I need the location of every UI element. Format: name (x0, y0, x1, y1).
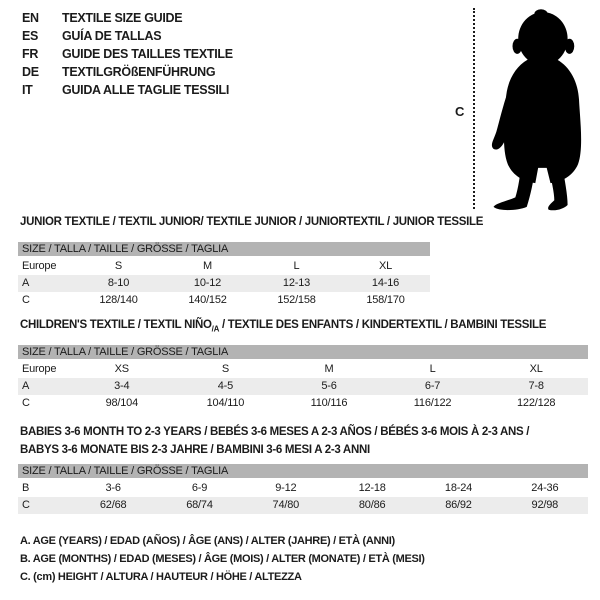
title-line-1: BABIES 3-6 MONTH TO 2-3 YEARS / BEBÉS 3-6 MESES A 2-3 AÑOS / BÉBÉS 3-6 MOIS À 2-3 ANS / (20, 426, 530, 438)
table-cell: 3-6 (105, 482, 121, 494)
table-cell: L (429, 363, 436, 375)
table-cell: 110/116 (310, 397, 348, 409)
table-cell: 7-8 (528, 380, 544, 392)
table-cell: 12-13 (282, 277, 311, 289)
table-cell: Europe (22, 260, 57, 272)
table-cell: 122/128 (516, 397, 556, 409)
table-cell: 18-24 (444, 482, 473, 494)
table-row (18, 497, 588, 514)
table-cell: 10-12 (193, 277, 222, 289)
junior-size-table (18, 242, 430, 309)
table-cell: C (22, 397, 30, 409)
table-cell: 3-4 (114, 380, 130, 392)
table-cell: L (293, 260, 300, 272)
children-size-table (18, 345, 588, 412)
table-cell: A (22, 380, 30, 392)
table-cell: 140/152 (188, 294, 227, 306)
language-row-de (22, 63, 233, 81)
table-cell: 5-6 (321, 380, 337, 392)
language-title: TEXTILGRÖßENFÜHRUNG (62, 65, 216, 79)
table-row (18, 275, 430, 292)
table-cell: C (22, 294, 30, 306)
table-cell: M (324, 363, 334, 375)
footnote-c: C. (cm) HEIGHT / ALTURA / HAUTEUR / HÖHE / ALTEZZA (20, 571, 302, 583)
table-cell: 104/110 (206, 397, 245, 409)
footnote-b: B. AGE (MONTHS) / EDAD (MESES) / ÂGE (MOIS) / ALTER (MONATE) / ETÀ (MESI) (20, 553, 425, 565)
children-table-title (20, 319, 546, 333)
table-cell: 128/140 (99, 294, 138, 306)
language-title: GUIDA ALLE TAGLIE TESSILI (62, 83, 230, 97)
footnote-legend (20, 532, 425, 586)
table-cell: 158/170 (366, 294, 405, 306)
babies-size-table (18, 464, 588, 514)
table-cell: S (221, 363, 229, 375)
table-row (18, 395, 588, 412)
size-header-band: SIZE / TALLA / TAILLE / GRÖSSE / TAGLIA (18, 242, 430, 256)
size-header-band: SIZE / TALLA / TAILLE / GRÖSSE / TAGLIA (18, 464, 588, 478)
table-cell: 14-16 (371, 277, 400, 289)
table-cell: B (22, 482, 30, 494)
table-cell: A (22, 277, 30, 289)
language-row-es (22, 27, 233, 45)
table-cell: 6-9 (191, 482, 208, 494)
junior-table-title: JUNIOR TEXTILE / TEXTIL JUNIOR/ TEXTILE JUNIOR / JUNIORTEXTIL / JUNIOR TESSILE (20, 216, 484, 228)
table-cell: 62/68 (99, 499, 127, 511)
title-line-2: BABYS 3-6 MONATE BIS 2-3 JAHRE / BAMBINI 3-6 MESI A 2-3 ANNI (20, 444, 370, 456)
table-cell: 68/74 (186, 499, 213, 511)
table-cell: 92/98 (531, 499, 559, 511)
language-code: DE (22, 65, 39, 79)
title-text: CHILDREN'S TEXTILE / TEXTIL NIÑO (20, 319, 212, 331)
table-cell: 8-10 (107, 277, 130, 289)
baby-silhouette-icon (484, 5, 598, 213)
table-cell: 116/122 (413, 397, 452, 409)
title-text: / TEXTILE DES ENFANTS / KINDERTEXTIL / BAMBINI TESSILE (219, 319, 547, 331)
language-code: FR (22, 47, 39, 61)
table-cell: 86/92 (445, 499, 472, 511)
language-title-list (22, 9, 233, 99)
babies-table-title (20, 423, 529, 459)
size-header-band: SIZE / TALLA / TAILLE / GRÖSSE / TAGLIA (18, 345, 588, 359)
table-cell: 152/158 (277, 294, 316, 306)
table-cell: 98/104 (105, 397, 139, 409)
table-cell: 74/80 (272, 499, 300, 511)
language-title: GUÍA DE TALLAS (62, 29, 162, 43)
language-code: EN (22, 11, 39, 25)
table-cell: S (114, 260, 123, 272)
table-row (18, 480, 588, 497)
table-cell: 24-36 (531, 482, 559, 494)
height-measure-label: C (455, 104, 465, 119)
table-cell: 9-12 (275, 482, 297, 494)
table-cell: 6-7 (424, 380, 441, 392)
title-subscript: /A (211, 324, 220, 334)
language-row-it (22, 81, 233, 99)
table-cell: XL (378, 260, 393, 272)
table-row (18, 378, 588, 395)
footnote-a: A. AGE (YEARS) / EDAD (AÑOS) / ÂGE (ANS) / ALTER (JAHRE) / ETÀ (ANNI) (20, 535, 395, 547)
table-row (18, 258, 430, 275)
table-cell: Europe (22, 363, 57, 375)
language-row-fr (22, 45, 233, 63)
table-row (18, 361, 588, 378)
table-cell: 12-18 (358, 482, 386, 494)
height-measure-dotted-line (473, 8, 475, 209)
table-cell: XS (114, 363, 129, 375)
language-code: ES (22, 29, 39, 43)
table-cell: 4-5 (217, 380, 234, 392)
table-cell: M (203, 260, 212, 272)
language-title: GUIDE DES TAILLES TEXTILE (62, 47, 233, 61)
language-title: TEXTILE SIZE GUIDE (62, 11, 183, 25)
table-cell: C (22, 499, 30, 511)
language-code: IT (22, 83, 33, 97)
table-cell: 80/86 (358, 499, 386, 511)
table-cell: XL (529, 363, 543, 375)
table-row (18, 292, 430, 309)
language-row-en (22, 9, 233, 27)
